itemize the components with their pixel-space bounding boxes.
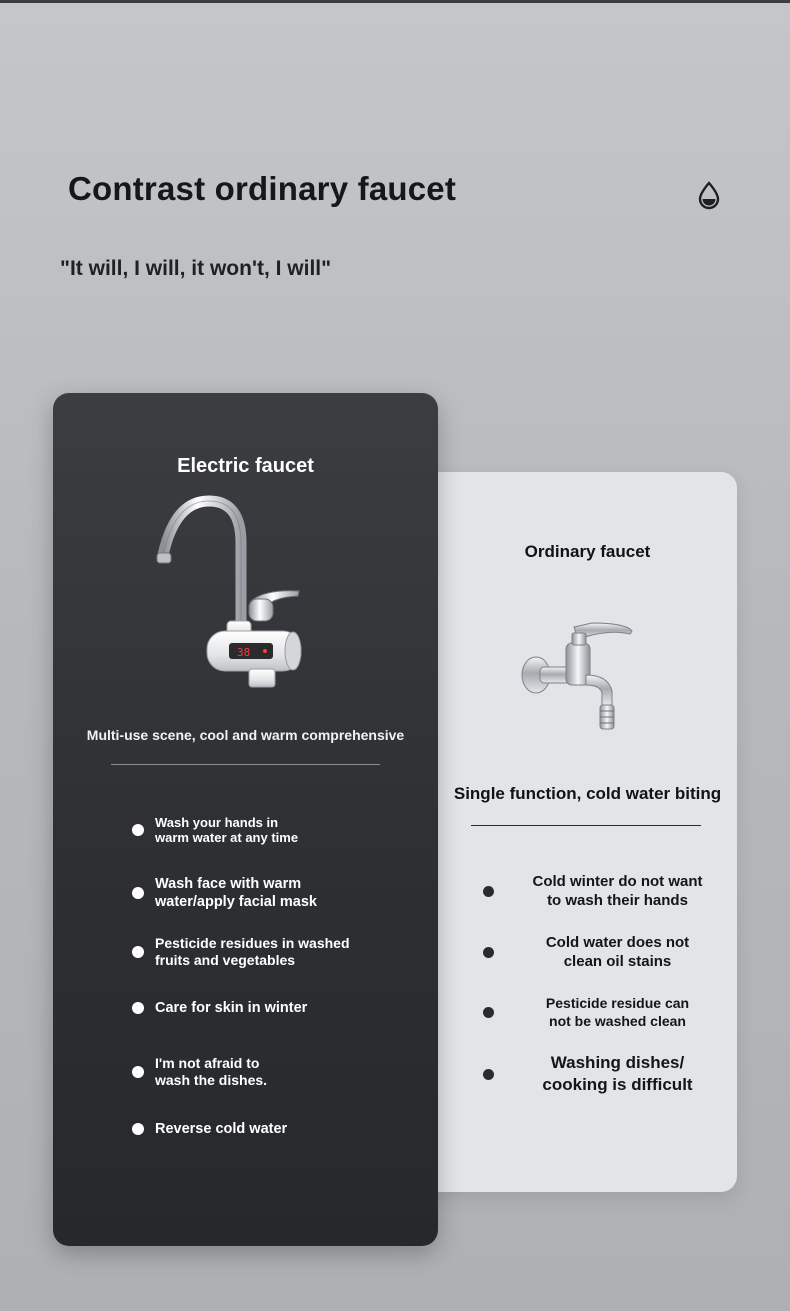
list-item-line: Wash face with warm	[155, 876, 302, 892]
page-title: Contrast ordinary faucet	[68, 170, 457, 207]
list-item-line: wash the dishes.	[155, 1072, 268, 1088]
list-item-line: warm water at any time	[155, 830, 299, 845]
list-item	[483, 1052, 733, 1096]
list-item	[132, 815, 422, 845]
bullet-dot	[132, 1123, 144, 1135]
water-drop-icon	[696, 180, 722, 210]
list-item	[132, 1000, 422, 1016]
bullet-dot	[132, 1066, 144, 1078]
list-item-text	[155, 935, 350, 969]
list-item-line: clean oil stains	[563, 953, 672, 970]
list-item-line: Washing dishes/	[550, 1053, 685, 1072]
list-item-line: Pesticide residues in washed	[155, 935, 350, 951]
list-item-text	[155, 1055, 267, 1089]
list-item-text	[502, 1052, 733, 1096]
ordinary-card-title: Ordinary faucet	[524, 542, 651, 561]
list-item-line: to wash their hands	[547, 892, 688, 909]
bullet-dot	[132, 946, 144, 958]
svg-text:38: 38	[237, 646, 251, 659]
bullet-dot	[132, 1002, 144, 1014]
list-item-line: fruits and vegetables	[155, 952, 296, 968]
bullet-dot	[132, 887, 144, 899]
list-item-text	[502, 933, 733, 971]
ordinary-faucet-card	[418, 472, 737, 1192]
list-item	[483, 872, 733, 910]
electric-feature-list	[53, 393, 438, 1246]
list-item-line: Care for skin in winter	[155, 1000, 308, 1016]
list-item-line: Pesticide residue can	[545, 995, 690, 1011]
list-item	[483, 994, 733, 1030]
bullet-dot	[132, 824, 144, 836]
list-item-text	[155, 815, 298, 845]
list-item-line: Wash your hands in	[155, 815, 279, 830]
electric-faucet-card	[53, 393, 438, 1246]
bullet-dot	[483, 1069, 494, 1080]
list-item-line: water/apply facial mask	[155, 894, 317, 910]
bullet-dot	[483, 947, 494, 958]
list-item-text	[155, 1000, 307, 1016]
list-item-line: not be washed clean	[549, 1013, 686, 1029]
list-item-line: Cold winter do not want	[532, 873, 703, 890]
list-item	[483, 933, 733, 971]
electric-card-description: Multi-use scene, cool and warm comprehensive	[86, 727, 405, 743]
list-item	[132, 1121, 422, 1137]
bullet-dot	[483, 1007, 494, 1018]
list-item	[132, 875, 422, 911]
list-item-text	[155, 875, 317, 911]
list-item-text	[502, 994, 733, 1030]
list-item-line: Cold water does not	[545, 934, 690, 951]
top-border	[0, 0, 790, 3]
page-subtitle: "It will, I will, it won't, I will"	[60, 257, 332, 280]
electric-card-title: Electric faucet	[177, 455, 314, 477]
list-item-line: cooking is difficult	[542, 1075, 693, 1094]
list-item	[132, 1055, 422, 1089]
list-item-line: I'm not afraid to	[155, 1055, 260, 1071]
list-item-text	[502, 872, 733, 910]
ordinary-card-description: Single function, cold water biting	[453, 784, 722, 803]
list-item-text	[155, 1121, 287, 1137]
ordinary-feature-list	[418, 472, 737, 1192]
list-item-line: Reverse cold water	[155, 1121, 288, 1137]
bullet-dot	[483, 886, 494, 897]
list-item	[132, 935, 422, 969]
